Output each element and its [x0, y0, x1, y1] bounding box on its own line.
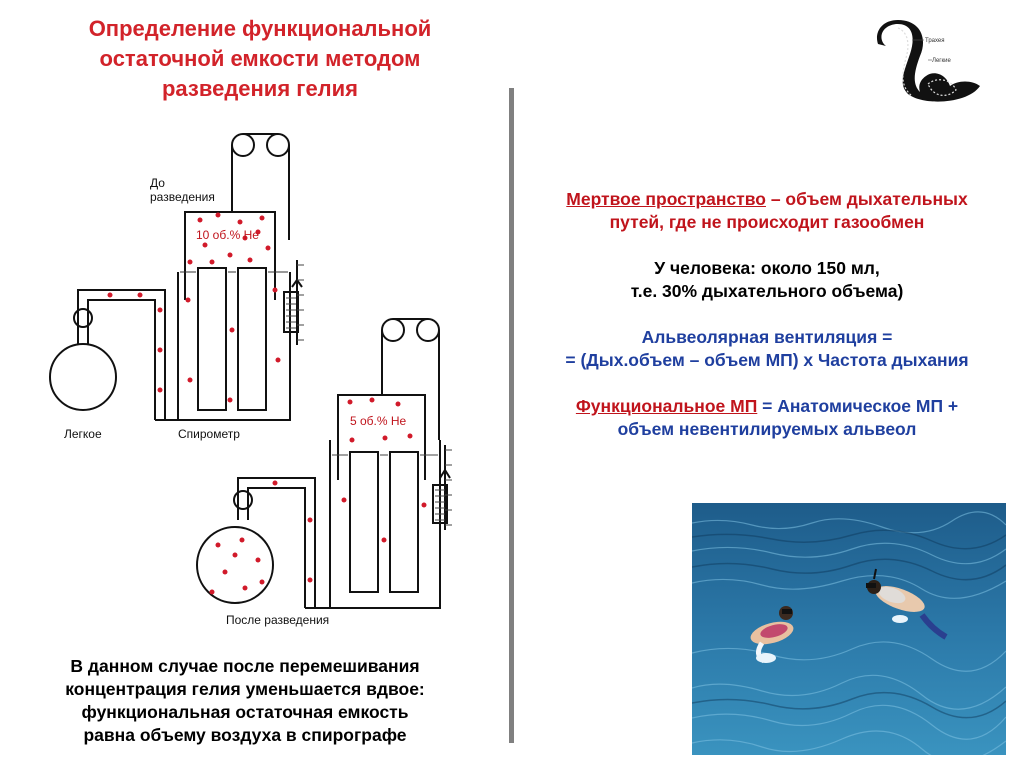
- conclusion-note: [20, 655, 470, 747]
- note-line-1: В данном случае после перемешивания: [70, 656, 420, 676]
- human-volume-line-2: т.е. 30% дыхательного объема): [630, 281, 904, 301]
- functional-dead-space-term: Функциональное МП: [575, 396, 758, 416]
- title-line-3: разведения гелия: [161, 76, 359, 101]
- swan-label-2: Легкие: [932, 58, 951, 64]
- functional-dead-space-definition-2: объем невентилируемых альвеол: [617, 419, 917, 439]
- title-line-1: Определение функциональной: [88, 16, 432, 41]
- vertical-divider: [509, 88, 514, 743]
- valve-top: [74, 309, 92, 327]
- swan-label-1: Трахея: [925, 38, 945, 44]
- alveolar-ventilation-formula: = (Дых.объем – объем МП) х Частота дыхания: [565, 350, 969, 370]
- note-line-2: концентрация гелия уменьшается вдвое:: [65, 679, 425, 699]
- pulley-left-top: [232, 134, 254, 156]
- swan-respiratory-illustration: [868, 14, 988, 114]
- functional-dead-space-definition: = Анатомическое МП +: [757, 396, 959, 416]
- helium-dilution-diagram: [0, 0, 510, 640]
- water-tank-bottom: [330, 440, 440, 608]
- valve-bottom: [234, 491, 252, 509]
- title-line-2: остаточной емкости методом: [99, 46, 421, 71]
- note-line-3: функциональная остаточная емкость: [81, 702, 409, 722]
- label-before-dilution-1: До: [150, 176, 165, 190]
- dead-space-definition-2: путей, где не происходит газообмен: [609, 212, 925, 232]
- helium-concentration-after: 5 об.% Не: [350, 414, 407, 428]
- dead-space-line-1: [522, 188, 1012, 211]
- pulley-left-bottom: [382, 319, 404, 341]
- label-after-dilution: После разведения: [226, 613, 330, 627]
- label-spirometer: Спирометр: [178, 427, 240, 441]
- label-lung: Легкое: [64, 427, 102, 441]
- snorkelers-sea-photo: [692, 503, 1006, 755]
- dead-space-definition: – объем дыхательных: [765, 189, 968, 209]
- water-tank-top: [178, 272, 290, 420]
- dead-space-term: Мертвое пространство: [566, 189, 766, 209]
- swan-silhouette: [877, 20, 980, 102]
- lung-bottom: [197, 527, 273, 603]
- lung-top: [50, 344, 116, 410]
- pulley-right-bottom: [417, 319, 439, 341]
- human-volume-line-1: У человека: около 150 мл,: [654, 258, 880, 278]
- label-before-dilution-2: разведения: [150, 190, 215, 204]
- functional-dead-space-line-1: [522, 395, 1012, 418]
- helium-concentration-before: 10 об.% Не: [196, 228, 259, 242]
- alveolar-ventilation-line-1: Альвеолярная вентиляция =: [641, 327, 893, 347]
- pulley-right-top: [267, 134, 289, 156]
- note-line-4: равна объему воздуха в спирографе: [83, 725, 407, 745]
- dead-space-text-panel: [522, 188, 1012, 441]
